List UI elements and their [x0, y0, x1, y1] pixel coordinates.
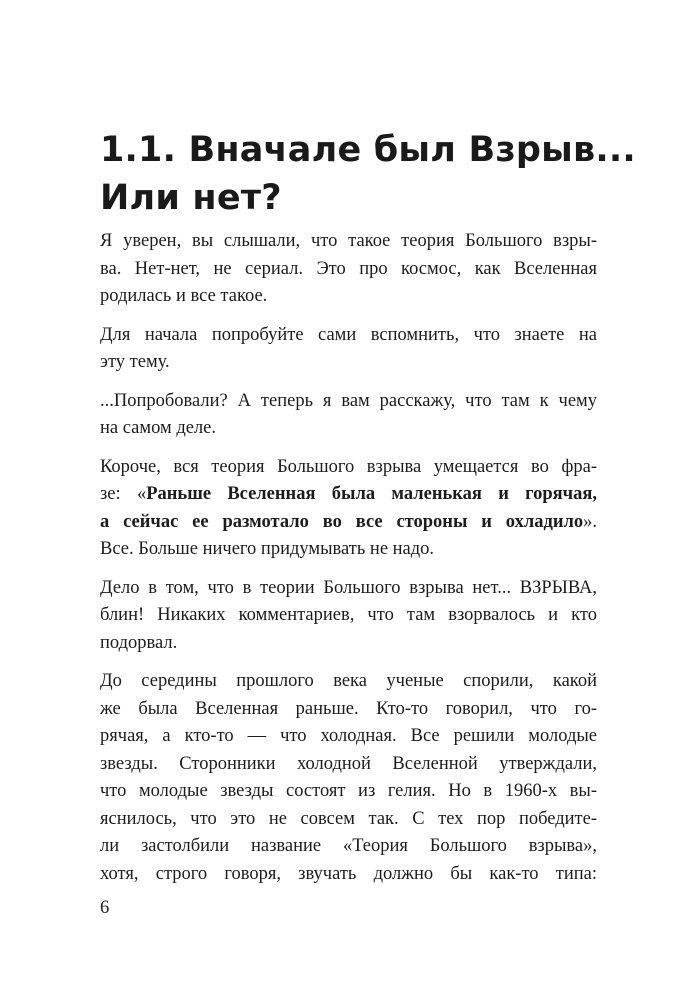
- paragraph-line: яснилось, что это не совсем так. С тех пор победите-: [100, 808, 597, 829]
- chapter-title: [100, 126, 636, 222]
- paragraph-line: Все. Больше ничего придумывать не надо.: [100, 539, 435, 559]
- paragraph-line: До середины прошлого века ученые спорили, какой: [100, 671, 597, 691]
- paragraph-line: Для начала попробуйте сами вспомнить, что знаете на: [100, 324, 597, 345]
- paragraph-2: [100, 322, 597, 377]
- paragraph-line: подорвал.: [100, 632, 178, 653]
- paragraph-line: блин! Никаких комментариев, что там взорвалось и кто: [100, 605, 597, 625]
- paragraph-line: ва. Нет-нет, не сериал. Это про космос, как Вселенная: [100, 258, 597, 279]
- paragraph-line: Я уверен, вы слышали, что такое теория Большого взры-: [100, 231, 597, 251]
- paragraph-line-mixed: [100, 481, 597, 509]
- paragraph-4: [100, 454, 597, 564]
- body-text: [100, 228, 597, 899]
- bold-quote-fragment: Раньше Вселенная была маленькая и горячая,: [146, 484, 597, 504]
- bold-quote-fragment: а сейчас ее размотало во все стороны и охладило: [100, 511, 584, 532]
- paragraph-line: же была Вселенная раньше. Кто-то говорил, что го-: [100, 698, 597, 719]
- paragraph-6: [100, 668, 597, 888]
- paragraph-line-mixed: [100, 509, 597, 537]
- text-fragment: зе: «: [100, 484, 147, 504]
- paragraph-line: родилась и все такое.: [100, 286, 268, 306]
- chapter-title-line-2: Или нет?: [100, 178, 282, 218]
- paragraph-3: [100, 388, 597, 443]
- paragraph-line: Короче, вся теория Большого взрыва умещается во фра-: [100, 456, 597, 477]
- page-number: 6: [100, 898, 110, 918]
- paragraph-line: хотя, строго говоря, звучать должно бы как-то типа:: [100, 863, 597, 884]
- text-fragment: ».: [583, 511, 597, 532]
- paragraph-line: рячая, а кто-то — что холодная. Все решили молодые: [100, 726, 597, 746]
- paragraph-line: ...Попробовали? А теперь я вам расскажу, что там к чему: [100, 390, 597, 411]
- chapter-title-line-1: 1.1. Вначале был Взрыв...: [100, 130, 636, 170]
- paragraph-5: [100, 575, 597, 658]
- paragraph-line: ли застолбили название «Теория Большого взрыва»,: [100, 836, 597, 856]
- paragraph-line: звезды. Сторонники холодной Вселенной утверждали,: [100, 753, 597, 774]
- paragraph-line: Дело в том, что в теории Большого взрыва нет... ВЗРЫВА,: [100, 577, 597, 598]
- paragraph-line: эту тему.: [100, 352, 170, 372]
- paragraph-1: [100, 228, 597, 311]
- paragraph-line: что молодые звезды состоят из гелия. Но в 1960-х вы-: [100, 781, 597, 801]
- paragraph-line: на самом деле.: [100, 418, 217, 438]
